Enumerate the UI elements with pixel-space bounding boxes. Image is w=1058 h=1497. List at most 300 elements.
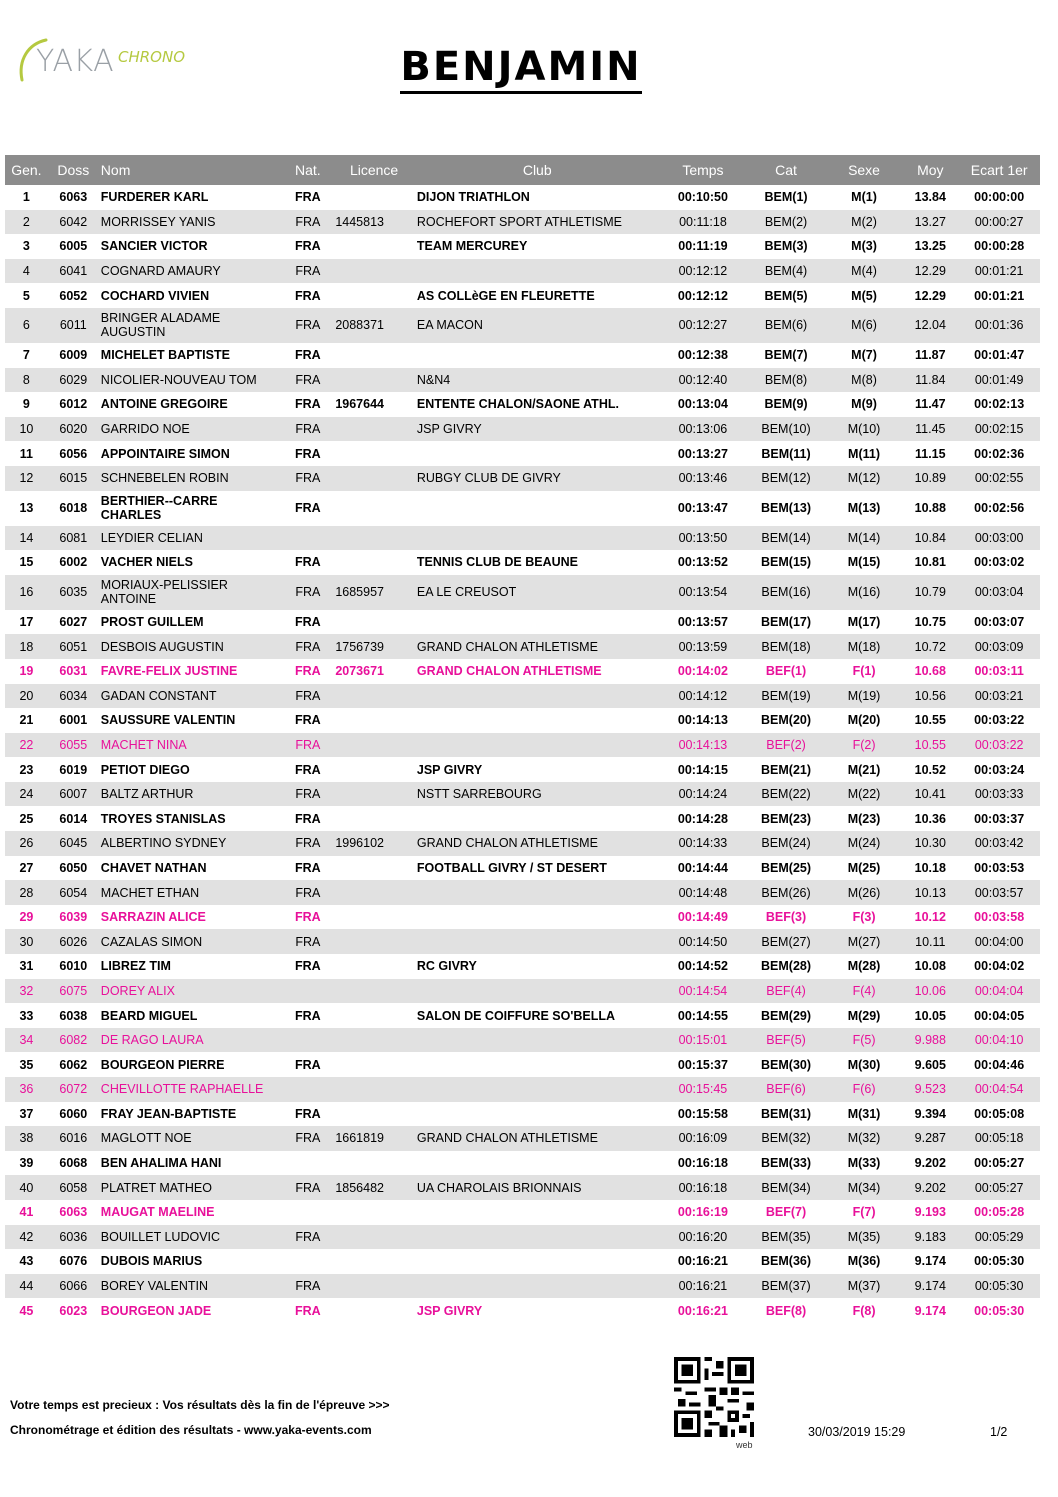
cell-nat: FRA <box>282 684 333 709</box>
cell-licence <box>333 259 415 284</box>
cell-club: FOOTBALL GIVRY / ST DESERT <box>416 860 607 875</box>
cell-cat: BEM(37) <box>746 1274 826 1299</box>
cell-cat: BEM(36) <box>761 1254 812 1269</box>
cell-sexe: M(36) <box>847 1254 881 1269</box>
cell-nat: FRA <box>282 634 333 659</box>
cell-cat: BEF(5) <box>746 1028 826 1053</box>
cell-gen: 29 <box>19 910 34 925</box>
table-row <box>5 880 1040 905</box>
cell-nat: FRA <box>282 417 333 442</box>
cell-doss: 6050 <box>59 860 88 875</box>
table-row <box>5 634 1040 659</box>
cell-cat: BEM(34) <box>746 1175 826 1200</box>
cell-licence: 2073671 <box>335 664 384 679</box>
cell-ecart: 00:05:30 <box>958 1274 1040 1299</box>
cell-moy: 9.183 <box>902 1225 958 1250</box>
cell-sexe: M(30) <box>847 1057 881 1072</box>
table-row <box>5 550 1040 575</box>
logo-main-text: YAKA <box>36 44 115 79</box>
cell-gen: 20 <box>5 684 48 709</box>
cell-licence <box>333 733 415 758</box>
cell-nat: FRA <box>282 368 333 393</box>
cell-temps: 00:13:47 <box>677 501 728 516</box>
cell-gen: 10 <box>5 417 48 442</box>
table-row <box>5 1102 1040 1127</box>
cell-licence <box>333 1225 415 1250</box>
cell-cat: BEM(6) <box>746 308 826 343</box>
cell-doss: 6082 <box>48 1028 99 1053</box>
cell-sexe: F(7) <box>852 1205 876 1220</box>
cell-ecart: 00:03:37 <box>974 811 1025 826</box>
cell-doss: 6034 <box>48 684 99 709</box>
cell-doss: 6016 <box>48 1126 99 1151</box>
cell-gen: 41 <box>19 1205 34 1220</box>
cell-licence <box>333 368 415 393</box>
cell-ecart: 00:02:56 <box>974 501 1025 516</box>
cell-nat: FRA <box>294 860 321 875</box>
cell-gen: 35 <box>19 1057 34 1072</box>
col-ecart: Ecart 1er <box>958 155 1040 185</box>
cell-doss: 6055 <box>48 733 99 758</box>
cell-licence <box>333 979 415 1004</box>
cell-cat: BEM(23) <box>761 811 812 826</box>
cell-temps: 00:14:12 <box>660 684 747 709</box>
cell-sexe: M(1) <box>851 190 877 205</box>
cell-cat: BEF(4) <box>746 979 826 1004</box>
cell-temps: 00:13:04 <box>677 397 728 412</box>
cell-moy: 10.05 <box>914 1008 946 1023</box>
cell-cat: BEM(30) <box>761 1057 812 1072</box>
cell-nom: SAUSSURE VALENTIN <box>100 713 236 728</box>
cell-gen: 17 <box>19 615 34 630</box>
col-doss: Doss <box>48 155 99 185</box>
cell-gen: 11 <box>19 446 34 461</box>
cell-temps: 00:12:12 <box>660 259 747 284</box>
cell-cat: BEM(2) <box>746 210 826 235</box>
cell-doss: 6011 <box>48 308 99 343</box>
cell-gen: 19 <box>19 664 34 679</box>
cell-nom: PLATRET MATHEO <box>99 1175 283 1200</box>
table-row <box>5 1151 1040 1176</box>
table-row <box>5 392 1040 417</box>
cell-doss: 6054 <box>48 880 99 905</box>
cell-gen: 27 <box>19 860 34 875</box>
cell-moy: 9.523 <box>902 1077 958 1102</box>
cell-ecart: 00:03:53 <box>974 860 1025 875</box>
cell-nom: MORRISSEY YANIS <box>99 210 283 235</box>
cell-club <box>415 905 660 930</box>
cell-licence <box>333 1298 415 1323</box>
cell-ecart: 00:02:13 <box>974 397 1025 412</box>
cell-club <box>415 610 660 635</box>
cell-licence: 1661819 <box>333 1126 415 1151</box>
table-row <box>5 343 1040 368</box>
table-row <box>5 1077 1040 1102</box>
cell-ecart: 00:04:04 <box>958 979 1040 1004</box>
cell-club <box>415 806 660 831</box>
cell-licence <box>333 185 415 210</box>
cell-club <box>415 491 660 526</box>
cell-licence: 2088371 <box>333 308 415 343</box>
cell-cat: BEM(20) <box>761 713 812 728</box>
cell-moy: 11.87 <box>915 348 946 363</box>
cell-moy: 9.174 <box>914 1303 946 1318</box>
cell-cat: BEM(7) <box>764 348 808 363</box>
cell-club: GRAND CHALON ATHLETISME <box>416 664 602 679</box>
cell-moy: 10.55 <box>902 733 958 758</box>
table-row <box>5 441 1040 466</box>
cell-doss: 6045 <box>48 831 99 856</box>
cell-cat: BEF(8) <box>765 1303 807 1318</box>
cell-moy: 10.18 <box>914 860 946 875</box>
cell-moy: 9.988 <box>902 1028 958 1053</box>
cell-moy: 11.47 <box>915 397 946 412</box>
cell-ecart: 00:05:29 <box>958 1225 1040 1250</box>
cell-ecart: 00:03:00 <box>958 526 1040 551</box>
cell-club: GRAND CHALON ATHLETISME <box>415 831 660 856</box>
cell-club: JSP GIVRY <box>416 1303 483 1318</box>
cell-nat: FRA <box>294 501 321 516</box>
cell-ecart: 00:03:57 <box>958 880 1040 905</box>
cell-nat: FRA <box>294 1008 321 1023</box>
cell-sexe: M(15) <box>847 555 881 570</box>
cell-licence <box>333 283 415 308</box>
cell-club: N&N4 <box>415 368 660 393</box>
cell-gen: 28 <box>5 880 48 905</box>
cell-moy: 9.174 <box>902 1274 958 1299</box>
cell-cat: BEM(28) <box>761 959 812 974</box>
cell-nom: DE RAGO LAURA <box>99 1028 283 1053</box>
cell-gen: 36 <box>5 1077 48 1102</box>
cell-gen: 23 <box>19 762 34 777</box>
table-row <box>5 1225 1040 1250</box>
cell-cat: BEM(31) <box>761 1106 812 1121</box>
cell-nom: GARRIDO NOE <box>99 417 283 442</box>
cell-doss: 6012 <box>59 397 88 412</box>
cell-club <box>415 1200 660 1225</box>
cell-doss: 6066 <box>48 1274 99 1299</box>
cell-nat: FRA <box>282 259 333 284</box>
cell-temps: 00:13:27 <box>677 446 728 461</box>
cell-licence <box>333 905 415 930</box>
cell-nat: FRA <box>294 288 321 303</box>
cell-club <box>415 684 660 709</box>
table-row <box>5 283 1040 308</box>
cell-moy: 9.394 <box>914 1106 946 1121</box>
cell-temps: 00:14:52 <box>677 959 728 974</box>
table-row <box>5 733 1040 758</box>
cell-licence: 1856482 <box>333 1175 415 1200</box>
cell-temps: 00:15:01 <box>660 1028 747 1053</box>
cell-nat: FRA <box>282 210 333 235</box>
cell-ecart: 00:03:22 <box>958 733 1040 758</box>
cell-ecart: 00:05:27 <box>958 1175 1040 1200</box>
cell-nom: ANTOINE GREGOIRE <box>100 397 228 412</box>
cell-ecart: 00:03:07 <box>974 615 1025 630</box>
page-number: 1/2 <box>990 1425 1008 1439</box>
cell-moy: 9.193 <box>914 1205 946 1220</box>
cell-sexe: M(14) <box>826 526 902 551</box>
table-row <box>5 1052 1040 1077</box>
cell-doss: 6007 <box>48 782 99 807</box>
cell-nom: SANCIER VICTOR <box>100 239 208 254</box>
cell-sexe: M(34) <box>826 1175 902 1200</box>
cell-ecart: 00:05:30 <box>974 1254 1025 1269</box>
cell-nat <box>282 526 333 551</box>
page-title: BENJAMIN <box>0 44 1042 90</box>
cell-licence <box>333 684 415 709</box>
cell-cat: BEM(8) <box>746 368 826 393</box>
cell-sexe: M(25) <box>847 860 881 875</box>
cell-sexe: M(28) <box>847 959 881 974</box>
cell-licence <box>333 526 415 551</box>
cell-cat: BEM(4) <box>746 259 826 284</box>
cell-ecart: 00:03:09 <box>958 634 1040 659</box>
cell-licence <box>333 550 415 575</box>
print-date: 30/03/2019 15:29 <box>808 1425 906 1439</box>
cell-sexe: M(3) <box>851 239 877 254</box>
cell-temps: 00:14:02 <box>677 664 728 679</box>
cell-doss: 6027 <box>59 615 88 630</box>
cell-nom: TROYES STANISLAS <box>100 811 226 826</box>
cell-temps: 00:15:37 <box>677 1057 728 1072</box>
cell-gen: 18 <box>5 634 48 659</box>
col-licence: Licence <box>333 155 415 185</box>
cell-sexe: F(5) <box>826 1028 902 1053</box>
cell-doss: 6014 <box>59 811 88 826</box>
cell-nom: CAZALAS SIMON <box>99 929 283 954</box>
cell-gen: 33 <box>19 1008 34 1023</box>
cell-licence: 1685957 <box>333 575 415 610</box>
cell-sexe: F(1) <box>852 664 876 679</box>
cell-nom: LEYDIER CELIAN <box>99 526 283 551</box>
cell-moy: 10.72 <box>902 634 958 659</box>
cell-nat: FRA <box>282 782 333 807</box>
cell-gen: 37 <box>19 1106 34 1121</box>
cell-nom: SARRAZIN ALICE <box>100 910 206 925</box>
cell-nat: FRA <box>294 555 321 570</box>
cell-doss: 6060 <box>59 1106 88 1121</box>
cell-cat: BEM(25) <box>761 860 812 875</box>
cell-nom: BRINGER ALADAME AUGUSTIN <box>99 308 283 343</box>
col-nat: Nat. <box>282 155 333 185</box>
cell-club: UA CHAROLAIS BRIONNAIS <box>415 1175 660 1200</box>
cell-temps: 00:12:40 <box>660 368 747 393</box>
cell-nom: NICOLIER-NOUVEAU TOM <box>99 368 283 393</box>
cell-gen: 9 <box>22 397 30 412</box>
cell-ecart: 00:05:08 <box>974 1106 1025 1121</box>
cell-nat: FRA <box>294 348 321 363</box>
cell-doss: 6039 <box>59 910 88 925</box>
cell-nat: FRA <box>294 239 321 254</box>
cell-nom: DESBOIS AUGUSTIN <box>99 634 283 659</box>
cell-gen: 7 <box>22 348 30 363</box>
cell-temps: 00:12:27 <box>660 308 747 343</box>
cell-moy: 10.11 <box>902 929 958 954</box>
cell-ecart: 00:01:49 <box>958 368 1040 393</box>
cell-doss: 6072 <box>48 1077 99 1102</box>
cell-moy: 10.84 <box>902 526 958 551</box>
cell-doss: 6075 <box>48 979 99 1004</box>
cell-nat: FRA <box>294 190 321 205</box>
qr-code-icon[interactable] <box>674 1357 754 1437</box>
cell-temps: 00:12:12 <box>677 288 728 303</box>
table-row <box>5 905 1040 930</box>
cell-sexe: M(5) <box>851 288 877 303</box>
cell-gen: 6 <box>5 308 48 343</box>
cell-cat: BEM(5) <box>764 288 808 303</box>
cell-sexe: M(21) <box>847 762 881 777</box>
cell-nat: FRA <box>282 831 333 856</box>
cell-nat <box>282 1200 333 1225</box>
cell-temps: 00:16:21 <box>660 1274 747 1299</box>
cell-moy: 11.84 <box>902 368 958 393</box>
table-row <box>5 1003 1040 1028</box>
table-row <box>5 185 1040 210</box>
cell-cat: BEM(24) <box>746 831 826 856</box>
cell-temps: 00:14:55 <box>677 1008 728 1023</box>
cell-cat: BEM(16) <box>746 575 826 610</box>
cell-nat <box>282 1249 333 1274</box>
table-row <box>5 1274 1040 1299</box>
cell-moy: 13.27 <box>902 210 958 235</box>
table-row <box>5 856 1040 881</box>
cell-temps: 00:16:21 <box>677 1303 728 1318</box>
table-row <box>5 929 1040 954</box>
cell-gen: 2 <box>5 210 48 235</box>
cell-nom: VACHER NIELS <box>100 555 193 570</box>
cell-nat: FRA <box>294 762 321 777</box>
cell-nat <box>282 1028 333 1053</box>
cell-cat: BEM(15) <box>761 555 812 570</box>
cell-sexe: M(4) <box>826 259 902 284</box>
cell-licence <box>333 1274 415 1299</box>
cell-temps: 00:14:28 <box>677 811 728 826</box>
cell-cat: BEM(26) <box>746 880 826 905</box>
cell-nat: FRA <box>282 733 333 758</box>
cell-moy: 10.36 <box>914 811 946 826</box>
cell-ecart: 00:04:54 <box>958 1077 1040 1102</box>
cell-gen: 44 <box>5 1274 48 1299</box>
cell-club <box>415 1151 660 1176</box>
cell-moy: 9.202 <box>914 1156 946 1171</box>
footer-credit-text[interactable]: Chronométrage et édition des résultats - www.yaka-events.com <box>10 1423 372 1437</box>
cell-nom: BEARD MIGUEL <box>100 1008 198 1023</box>
cell-sexe: M(20) <box>847 713 881 728</box>
cell-nom: MACHET ETHAN <box>99 880 283 905</box>
cell-licence <box>333 880 415 905</box>
cell-gen: 13 <box>19 501 34 516</box>
cell-club: TEAM MERCUREY <box>416 239 528 254</box>
cell-licence <box>333 1249 415 1274</box>
cell-doss: 6020 <box>48 417 99 442</box>
cell-club <box>415 1077 660 1102</box>
cell-nom: ALBERTINO SYDNEY <box>99 831 283 856</box>
cell-sexe: M(12) <box>826 466 902 491</box>
cell-gen: 3 <box>22 239 30 254</box>
cell-ecart: 00:02:55 <box>958 466 1040 491</box>
table-row <box>5 831 1040 856</box>
cell-nom: MAUGAT MAELINE <box>100 1205 215 1220</box>
cell-sexe: M(8) <box>826 368 902 393</box>
table-row <box>5 1200 1040 1225</box>
cell-temps: 00:13:50 <box>660 526 747 551</box>
table-row <box>5 1249 1040 1274</box>
col-cat: Cat <box>746 155 826 185</box>
cell-moy: 9.202 <box>902 1175 958 1200</box>
cell-cat: BEF(3) <box>765 910 807 925</box>
cell-moy: 10.68 <box>914 664 946 679</box>
cell-nat: FRA <box>282 1225 333 1250</box>
cell-ecart: 00:01:21 <box>974 288 1025 303</box>
cell-temps: 00:13:57 <box>677 615 728 630</box>
cell-licence: 1756739 <box>333 634 415 659</box>
cell-club: SALON DE COIFFURE SO'BELLA <box>416 1008 615 1023</box>
cell-licence <box>333 417 415 442</box>
table-row <box>5 782 1040 807</box>
cell-ecart: 00:05:30 <box>974 1303 1025 1318</box>
cell-cat: BEM(29) <box>761 1008 812 1023</box>
cell-moy: 10.75 <box>914 615 946 630</box>
table-row <box>5 659 1040 684</box>
cell-nom: COGNARD AMAURY <box>99 259 283 284</box>
cell-sexe: F(2) <box>826 733 902 758</box>
cell-doss: 6015 <box>48 466 99 491</box>
cell-doss: 6009 <box>59 348 88 363</box>
cell-nat: FRA <box>294 910 321 925</box>
cell-cat: BEM(9) <box>764 397 808 412</box>
cell-nat: FRA <box>294 713 321 728</box>
cell-cat: BEM(11) <box>761 446 811 461</box>
cell-doss: 6063 <box>59 1205 88 1220</box>
cell-nom: BEN AHALIMA HANI <box>100 1156 222 1171</box>
cell-ecart: 00:03:22 <box>974 713 1025 728</box>
cell-gen: 1 <box>22 190 30 205</box>
cell-club: AS COLLèGE EN FLEURETTE <box>416 288 595 303</box>
cell-ecart: 00:04:46 <box>974 1057 1025 1072</box>
cell-ecart: 00:02:15 <box>958 417 1040 442</box>
table-row <box>5 259 1040 284</box>
cell-doss: 6052 <box>59 288 88 303</box>
cell-doss: 6076 <box>59 1254 88 1269</box>
results-body <box>5 185 1040 1323</box>
cell-nat: FRA <box>294 664 321 679</box>
cell-temps: 00:14:54 <box>660 979 747 1004</box>
cell-sexe: M(10) <box>826 417 902 442</box>
cell-ecart: 00:00:28 <box>974 239 1025 254</box>
cell-doss: 6041 <box>48 259 99 284</box>
cell-nom: BALTZ ARTHUR <box>99 782 283 807</box>
cell-moy: 10.30 <box>902 831 958 856</box>
cell-moy: 10.55 <box>914 713 946 728</box>
cell-doss: 6051 <box>48 634 99 659</box>
cell-licence <box>333 954 415 979</box>
cell-sexe: M(11) <box>848 446 880 461</box>
cell-ecart: 00:04:10 <box>958 1028 1040 1053</box>
cell-temps: 00:13:59 <box>660 634 747 659</box>
cell-moy: 10.52 <box>914 762 946 777</box>
cell-moy: 10.56 <box>902 684 958 709</box>
cell-club <box>415 1052 660 1077</box>
cell-nat: FRA <box>294 397 321 412</box>
cell-ecart: 00:00:00 <box>974 190 1025 205</box>
table-row <box>5 575 1040 610</box>
cell-gen: 8 <box>5 368 48 393</box>
cell-nat <box>282 979 333 1004</box>
logo-sub-text: CHRONO <box>118 48 186 66</box>
cell-nom: GADAN CONSTANT <box>99 684 283 709</box>
cell-ecart: 00:04:00 <box>958 929 1040 954</box>
